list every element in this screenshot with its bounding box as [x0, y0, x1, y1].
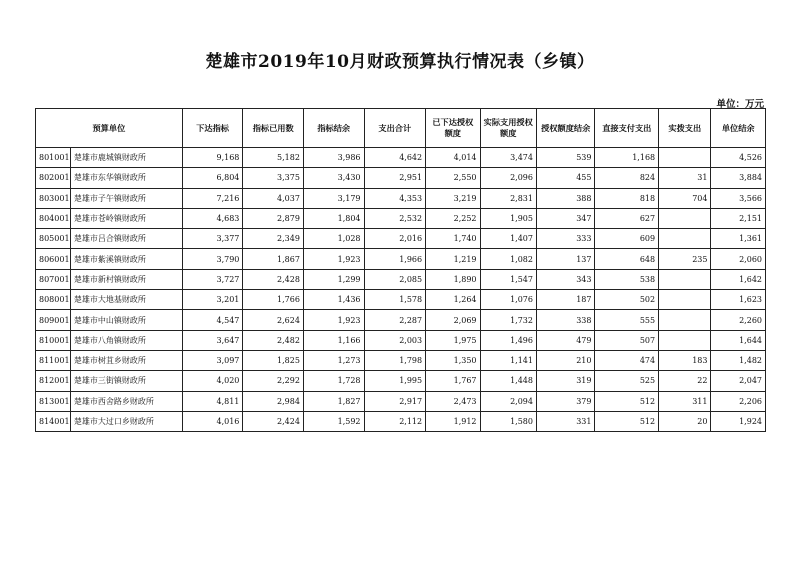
value-cell: 1,592 — [303, 411, 364, 431]
value-cell: 3,375 — [243, 168, 304, 188]
unit-name-cell: 楚雄市八角镇财政所 — [70, 330, 182, 350]
value-cell: 2,984 — [243, 391, 304, 411]
value-cell: 1,995 — [364, 371, 426, 391]
unit-name-cell: 楚雄市大过口乡财政所 — [70, 411, 182, 431]
value-cell: 1,436 — [303, 290, 364, 310]
table-row — [36, 310, 766, 330]
value-cell: 4,016 — [182, 411, 243, 431]
unit-name-cell: 楚雄市三街镇财政所 — [70, 371, 182, 391]
value-cell: 3,219 — [426, 188, 480, 208]
value-cell: 1,867 — [243, 249, 304, 269]
value-cell: 704 — [659, 188, 711, 208]
table-row — [36, 148, 766, 168]
value-cell — [659, 310, 711, 330]
value-cell: 4,014 — [426, 148, 480, 168]
unit-code-cell: 809001 — [36, 310, 71, 330]
value-cell: 4,547 — [182, 310, 243, 330]
value-cell: 137 — [536, 249, 595, 269]
value-cell: 1,890 — [426, 269, 480, 289]
table-row — [36, 168, 766, 188]
value-cell: 3,790 — [182, 249, 243, 269]
value-cell: 2,428 — [243, 269, 304, 289]
value-cell: 1,975 — [426, 330, 480, 350]
value-cell: 818 — [595, 188, 659, 208]
value-cell: 2,292 — [243, 371, 304, 391]
unit-code-cell: 810001 — [36, 330, 71, 350]
value-cell: 2,047 — [711, 371, 766, 391]
value-cell: 187 — [536, 290, 595, 310]
unit-code-cell: 801001 — [36, 148, 71, 168]
value-cell: 1,644 — [711, 330, 766, 350]
value-cell: 1,028 — [303, 229, 364, 249]
value-cell: 2,151 — [711, 208, 766, 228]
value-cell: 1,804 — [303, 208, 364, 228]
value-cell: 2,094 — [480, 391, 536, 411]
value-cell: 210 — [536, 350, 595, 370]
value-cell — [659, 269, 711, 289]
value-cell: 3,986 — [303, 148, 364, 168]
value-cell: 2,951 — [364, 168, 426, 188]
unit-name-cell: 楚雄市大地基财政所 — [70, 290, 182, 310]
unit-name-cell: 楚雄市新村镇财政所 — [70, 269, 182, 289]
value-cell: 3,884 — [711, 168, 766, 188]
value-cell: 4,353 — [364, 188, 426, 208]
value-cell: 648 — [595, 249, 659, 269]
value-cell: 2,252 — [426, 208, 480, 228]
value-cell: 4,642 — [364, 148, 426, 168]
value-cell — [659, 148, 711, 168]
value-cell: 235 — [659, 249, 711, 269]
value-cell: 1,482 — [711, 350, 766, 370]
unit-name-cell: 楚雄市吕合镇财政所 — [70, 229, 182, 249]
column-header: 单位结余 — [711, 109, 766, 148]
value-cell: 538 — [595, 269, 659, 289]
value-cell: 1,448 — [480, 371, 536, 391]
value-cell: 1,728 — [303, 371, 364, 391]
value-cell: 4,020 — [182, 371, 243, 391]
column-header: 直接支付支出 — [595, 109, 659, 148]
value-cell: 1,166 — [303, 330, 364, 350]
value-cell: 4,811 — [182, 391, 243, 411]
value-cell: 474 — [595, 350, 659, 370]
value-cell: 1,766 — [243, 290, 304, 310]
value-cell: 1,732 — [480, 310, 536, 330]
value-cell: 3,377 — [182, 229, 243, 249]
value-cell: 1,912 — [426, 411, 480, 431]
value-cell: 1,361 — [711, 229, 766, 249]
value-cell — [659, 229, 711, 249]
value-cell: 479 — [536, 330, 595, 350]
column-header: 授权额度结余 — [536, 109, 595, 148]
unit-name-cell: 楚雄市子午镇财政所 — [70, 188, 182, 208]
value-cell: 379 — [536, 391, 595, 411]
value-cell: 1,219 — [426, 249, 480, 269]
value-cell: 2,206 — [711, 391, 766, 411]
value-cell: 3,179 — [303, 188, 364, 208]
value-cell: 5,182 — [243, 148, 304, 168]
value-cell: 3,727 — [182, 269, 243, 289]
value-cell: 1,168 — [595, 148, 659, 168]
value-cell: 2,112 — [364, 411, 426, 431]
unit-code-cell: 805001 — [36, 229, 71, 249]
column-header: 已下达授权额度 — [426, 109, 480, 148]
table-row — [36, 208, 766, 228]
value-cell: 333 — [536, 229, 595, 249]
value-cell: 1,299 — [303, 269, 364, 289]
value-cell: 3,566 — [711, 188, 766, 208]
value-cell: 2,917 — [364, 391, 426, 411]
value-cell: 1,798 — [364, 350, 426, 370]
column-header: 下达指标 — [182, 109, 243, 148]
value-cell: 1,407 — [480, 229, 536, 249]
value-cell: 2,096 — [480, 168, 536, 188]
value-cell: 1,767 — [426, 371, 480, 391]
unit-name-cell: 楚雄市树苴乡财政所 — [70, 350, 182, 370]
unit-code-cell: 814001 — [36, 411, 71, 431]
value-cell: 1,580 — [480, 411, 536, 431]
value-cell: 1,547 — [480, 269, 536, 289]
unit-name-cell: 楚雄市西舍路乡财政所 — [70, 391, 182, 411]
value-cell: 1,740 — [426, 229, 480, 249]
value-cell: 525 — [595, 371, 659, 391]
unit-code-cell: 802001 — [36, 168, 71, 188]
value-cell: 824 — [595, 168, 659, 188]
value-cell: 1,350 — [426, 350, 480, 370]
value-cell: 319 — [536, 371, 595, 391]
unit-code-cell: 807001 — [36, 269, 71, 289]
column-header: 指标已用数 — [243, 109, 304, 148]
value-cell: 2,473 — [426, 391, 480, 411]
budget-table — [35, 108, 766, 432]
unit-name-cell: 楚雄市苍岭镇财政所 — [70, 208, 182, 228]
unit-code-cell: 808001 — [36, 290, 71, 310]
value-cell — [659, 290, 711, 310]
value-cell: 1,924 — [711, 411, 766, 431]
value-cell: 4,037 — [243, 188, 304, 208]
value-cell: 4,526 — [711, 148, 766, 168]
unit-name-cell: 楚雄市中山镇财政所 — [70, 310, 182, 330]
value-cell: 3,474 — [480, 148, 536, 168]
table-row — [36, 391, 766, 411]
value-cell: 338 — [536, 310, 595, 330]
unit-code-cell: 804001 — [36, 208, 71, 228]
unit-code-cell: 813001 — [36, 391, 71, 411]
value-cell: 343 — [536, 269, 595, 289]
unit-code-cell: 812001 — [36, 371, 71, 391]
value-cell: 627 — [595, 208, 659, 228]
table-row — [36, 188, 766, 208]
value-cell: 609 — [595, 229, 659, 249]
value-cell: 1,623 — [711, 290, 766, 310]
value-cell: 22 — [659, 371, 711, 391]
value-cell: 539 — [536, 148, 595, 168]
value-cell: 2,349 — [243, 229, 304, 249]
value-cell: 2,016 — [364, 229, 426, 249]
value-cell: 1,642 — [711, 269, 766, 289]
value-cell: 1,905 — [480, 208, 536, 228]
value-cell: 3,647 — [182, 330, 243, 350]
value-cell: 502 — [595, 290, 659, 310]
value-cell: 3,201 — [182, 290, 243, 310]
unit-label: 单位：万元 — [716, 99, 764, 110]
value-cell: 6,804 — [182, 168, 243, 188]
value-cell: 2,879 — [243, 208, 304, 228]
value-cell: 507 — [595, 330, 659, 350]
unit-name-cell: 楚雄市东华镇财政所 — [70, 168, 182, 188]
value-cell: 2,260 — [711, 310, 766, 330]
table-row — [36, 411, 766, 431]
table-row — [36, 290, 766, 310]
value-cell: 1,923 — [303, 249, 364, 269]
value-cell: 2,532 — [364, 208, 426, 228]
value-cell: 1,825 — [243, 350, 304, 370]
value-cell: 4,683 — [182, 208, 243, 228]
value-cell: 2,069 — [426, 310, 480, 330]
header-row — [36, 109, 766, 148]
value-cell: 2,424 — [243, 411, 304, 431]
value-cell: 2,003 — [364, 330, 426, 350]
value-cell: 2,831 — [480, 188, 536, 208]
value-cell: 1,827 — [303, 391, 364, 411]
table-row — [36, 269, 766, 289]
column-header: 实拨支出 — [659, 109, 711, 148]
value-cell: 2,624 — [243, 310, 304, 330]
value-cell: 1,578 — [364, 290, 426, 310]
value-cell: 512 — [595, 411, 659, 431]
value-cell — [659, 330, 711, 350]
value-cell: 1,141 — [480, 350, 536, 370]
table-row — [36, 249, 766, 269]
value-cell: 20 — [659, 411, 711, 431]
table-row — [36, 371, 766, 391]
value-cell: 388 — [536, 188, 595, 208]
value-cell: 1,264 — [426, 290, 480, 310]
value-cell: 2,287 — [364, 310, 426, 330]
value-cell: 1,966 — [364, 249, 426, 269]
value-cell: 2,550 — [426, 168, 480, 188]
value-cell: 347 — [536, 208, 595, 228]
page-title: 楚雄市2019年10月财政预算执行情况表（乡镇） — [205, 52, 595, 72]
column-header: 实际支用授权额度 — [480, 109, 536, 148]
value-cell: 9,168 — [182, 148, 243, 168]
column-header: 支出合计 — [364, 109, 426, 148]
value-cell: 1,082 — [480, 249, 536, 269]
value-cell: 2,085 — [364, 269, 426, 289]
unit-code-cell: 806001 — [36, 249, 71, 269]
value-cell: 183 — [659, 350, 711, 370]
column-header: 指标结余 — [303, 109, 364, 148]
value-cell — [659, 208, 711, 228]
table-row — [36, 330, 766, 350]
value-cell: 331 — [536, 411, 595, 431]
value-cell: 31 — [659, 168, 711, 188]
value-cell: 455 — [536, 168, 595, 188]
table-row — [36, 350, 766, 370]
unit-name-cell: 楚雄市紫溪镇财政所 — [70, 249, 182, 269]
value-cell: 1,496 — [480, 330, 536, 350]
value-cell: 3,097 — [182, 350, 243, 370]
value-cell: 7,216 — [182, 188, 243, 208]
value-cell: 2,482 — [243, 330, 304, 350]
table-row — [36, 229, 766, 249]
unit-name-cell: 楚雄市鹿城镇财政所 — [70, 148, 182, 168]
value-cell: 512 — [595, 391, 659, 411]
value-cell: 311 — [659, 391, 711, 411]
value-cell: 2,060 — [711, 249, 766, 269]
unit-code-cell: 811001 — [36, 350, 71, 370]
value-cell: 555 — [595, 310, 659, 330]
value-cell: 1,923 — [303, 310, 364, 330]
value-cell: 3,430 — [303, 168, 364, 188]
value-cell: 1,273 — [303, 350, 364, 370]
unit-code-cell: 803001 — [36, 188, 71, 208]
value-cell: 1,076 — [480, 290, 536, 310]
column-header: 预算单位 — [36, 109, 183, 148]
